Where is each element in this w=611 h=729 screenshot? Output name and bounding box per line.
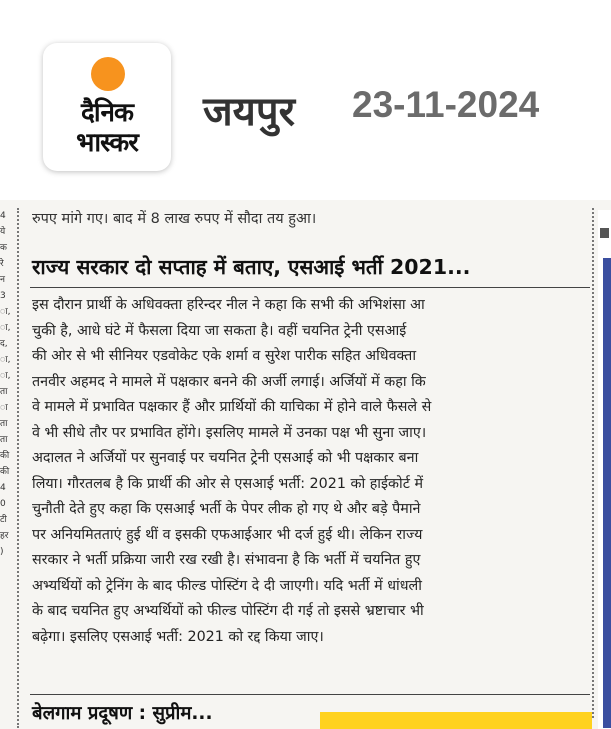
headline-rule xyxy=(30,287,590,288)
column-fragment: 0 xyxy=(0,499,6,509)
column-divider-right xyxy=(592,208,594,718)
yellow-ad-strip xyxy=(320,712,592,729)
column-fragment: 3 xyxy=(0,291,6,301)
body-line: चुनौती देते हुए कहा कि एसआई भर्ती के पेपर लीक हो गए थे और बड़े पैमाने xyxy=(32,501,421,517)
body-line: वे मामले में प्रभावित पक्षकार हैं और प्रार्थियों की याचिका में होने वाले फैसले से xyxy=(32,399,432,415)
publication-date: 23-11-2024 xyxy=(352,84,540,125)
city-name: जयपुर xyxy=(203,89,295,135)
adjacent-column-fragments xyxy=(0,208,12,728)
body-line: चुकी है, आधे घंटे में फैसला दिया जा सकता है। वहीं चयनित ट्रेनी एसआई xyxy=(32,322,407,339)
column-fragment: ा xyxy=(0,403,8,413)
column-fragment: की xyxy=(0,451,10,461)
column-fragment: रे xyxy=(0,259,4,269)
body-line: अदालत ने अर्जियों पर सुनवाई पर चयनित ट्रेनी एसआई को भी पक्षकार बना xyxy=(32,450,419,466)
body-line: की ओर से भी सीनियर एडवोकेट एके शर्मा व सुरेश पारीक सहित अधिवक्ता xyxy=(32,348,417,364)
body-line: बढ़ेगा। इसलिए एसआई भर्ती: 2021 को रद्द किया जाए। xyxy=(32,628,324,645)
section-rule xyxy=(30,694,590,695)
logo-text-line1: दैनिक xyxy=(81,98,133,128)
dainik-bhaskar-logo xyxy=(43,43,171,171)
body-line: पर अनियमितताएं हुई थीं व इसकी एफआईआर भी दर्ज हुई थी। लेकिन राज्य xyxy=(32,526,423,543)
sun-icon xyxy=(91,57,125,91)
column-fragment: 4 xyxy=(0,211,6,221)
next-article-headline: बेलगाम प्रदूषण : सुप्रीम... xyxy=(32,703,213,724)
column-fragment: ता xyxy=(0,387,8,397)
blue-side-bar xyxy=(603,258,611,728)
column-fragment: ता xyxy=(0,419,8,429)
column-fragment: टी xyxy=(0,515,7,525)
fragment-mark xyxy=(600,228,609,238)
column-fragment: ा, xyxy=(0,323,11,333)
column-fragment: ये xyxy=(0,227,6,237)
column-fragment: हर xyxy=(0,531,9,541)
body-line: तनवीर अहमद ने मामले में पक्षकार बनने की अर्जी लगाई। अर्जियों में कहा कि xyxy=(32,373,426,390)
article-headline: राज्य सरकार दो सप्ताह में बताए, एसआई भर्ती 2021... xyxy=(32,255,471,279)
column-fragment: ा, xyxy=(0,355,11,365)
body-line: लिया। गौरतलब है कि प्रार्थी की ओर से एसआई भर्ती: 2021 को हाईकोर्ट में xyxy=(32,475,424,492)
column-divider-left xyxy=(17,208,19,728)
body-line: सरकार ने भर्ती प्रक्रिया जारी रख रखी है। संभावना है कि भर्ती में चयनित हुए xyxy=(32,552,421,568)
previous-article-line: रुपए मांगे गए। बाद में 8 लाख रुपए में सौदा तय हुआ। xyxy=(32,211,317,227)
column-fragment: की xyxy=(0,467,10,477)
body-line: इस दौरान प्रार्थी के अधिवक्ता हरिन्दर नील ने कहा कि सभी की अभिशंसा आ xyxy=(32,297,425,313)
body-line: अभ्यर्थियों को ट्रेनिंग के बाद फील्ड पोस्टिंग दे दी जाएगी। यदि भर्ती में धांधली xyxy=(32,577,422,594)
logo-text-line2: भास्कर xyxy=(76,128,138,158)
column-fragment: ) xyxy=(0,547,4,557)
column-fragment: न xyxy=(0,275,5,285)
column-fragment: ा, xyxy=(0,307,11,317)
column-fragment: ता xyxy=(0,435,8,445)
adjacent-column-right xyxy=(598,210,611,729)
article-body xyxy=(32,293,587,650)
body-line: वे भी सीधे तौर पर प्रभावित होंगे। इसलिए मामले में उनका पक्ष भी सुना जाए। xyxy=(32,424,427,441)
column-fragment: ा, xyxy=(0,371,11,381)
column-fragment: द, xyxy=(0,339,8,349)
column-fragment: क xyxy=(0,243,7,253)
body-line: के बाद चयनित हुए अभ्यर्थियों को फील्ड पोस्टिंग दी गई तो इससे भ्रष्टाचार भी xyxy=(32,603,424,619)
column-fragment: 4 xyxy=(0,483,6,493)
